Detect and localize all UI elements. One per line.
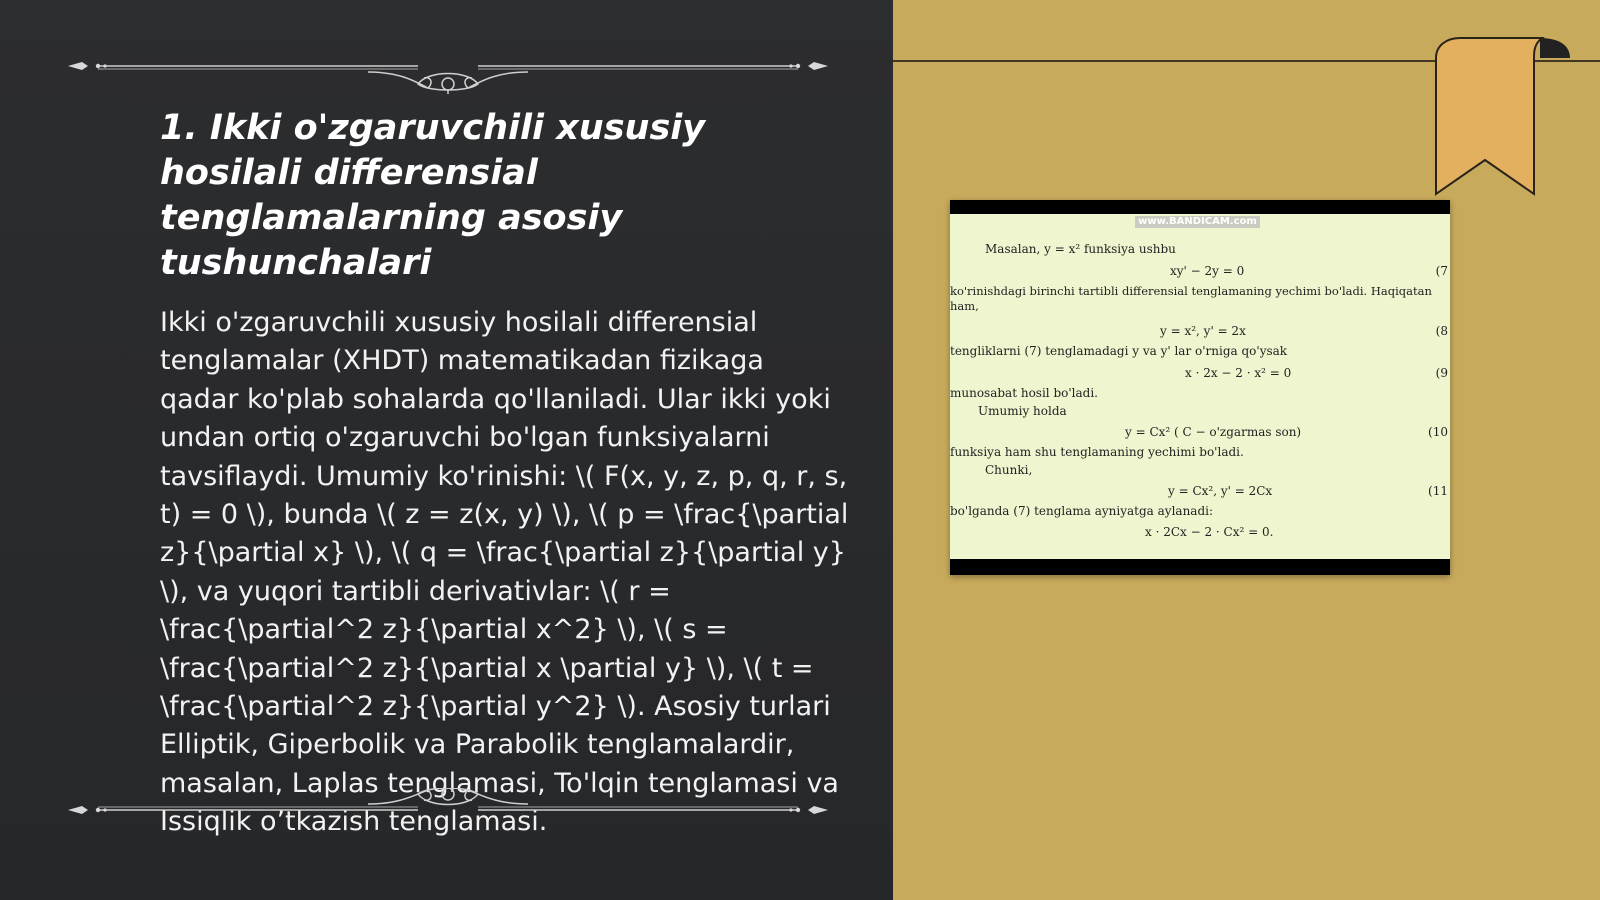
doc-line: bo'lganda (7) tenglama ayniyatga aylanadi:: [950, 504, 1214, 518]
doc-equation-number: (7: [1435, 264, 1448, 278]
doc-equation: y = x², y' = 2x: [1160, 324, 1246, 338]
doc-line: Chunki,: [985, 463, 1033, 477]
doc-line: ko'rinishdagi birinchi tartibli differensial tenglamaning yechimi bo'ladi. Haqiqatan ham,: [950, 284, 1432, 313]
doc-equation-number: (11: [1428, 484, 1448, 498]
watermark-text: www.BANDICAM.com: [1135, 216, 1260, 228]
doc-equation: x · 2x − 2 · x² = 0: [1185, 366, 1292, 380]
doc-equation: y = Cx², y' = 2Cx: [1168, 484, 1273, 498]
doc-line: Umumiy holda: [978, 404, 1067, 418]
slide-title: 1. Ikki o'zgaruvchili xususiy hosilali differensial tenglamalarning asosiy tushunchalari: [160, 108, 706, 283]
doc-line: tengliklarni (7) tenglamadagi y va y' lar o'rniga qo'ysak: [950, 344, 1288, 358]
document-screenshot-frame: [950, 200, 1450, 575]
doc-equation: y = Cx² ( C − o'zgarmas son): [1125, 425, 1302, 439]
bottom-ornament-divider: [68, 788, 828, 838]
bookmark-ribbon-icon: [1430, 34, 1570, 199]
doc-line: Masalan, y = x² funksiya ushbu: [985, 242, 1176, 256]
top-ornament-divider: [68, 44, 828, 94]
doc-line: funksiya ham shu tenglamaning yechimi bo'ladi.: [950, 445, 1244, 459]
doc-equation-number: (9: [1435, 366, 1448, 380]
doc-line: munosabat hosil bo'ladi.: [950, 386, 1098, 400]
doc-equation: xy' − 2y = 0: [1170, 264, 1245, 278]
document-screenshot: [950, 214, 1450, 559]
doc-equation-number: (8: [1435, 324, 1448, 338]
doc-equation: x · 2Cx − 2 · Cx² = 0.: [1145, 525, 1274, 539]
slide-body-text: Ikki o'zgaruvchili xususiy hosilali differensial tenglamalar (XHDT) matematikadan fizikaga qadar ko'plab sohalarda qo'llaniladi. Ular ikki yoki undan ortiq o'zgaruvchi bo'lgan funksiyalarni tavsiflaydi. Umumiy ko'rinishi: \( F(x, y, z, p, q, r, s, t) = 0 \), bunda \( z = z(x, y) \), \( p = \frac{\partial z}{\partial x} \), \( q = \frac{\partial z}{\partial y} \), va yuqori tartibli derivativlar: \( r = \frac{\partial^2 z}{\partial x^2} \), \( s = \frac{\partial^2 z}{\partial x \partial y} \), \( t = \frac{\partial^2 z}{\partial y^2} \). Asosiy turlari Elliptik, Giperbolik va Parabolik tenglamalardir, masalan, Laplas tenglamasi, To'lqin tenglamasi va Issiqlik o’tkazish tenglamasi.: [160, 307, 849, 838]
doc-equation-number: (10: [1428, 425, 1448, 439]
